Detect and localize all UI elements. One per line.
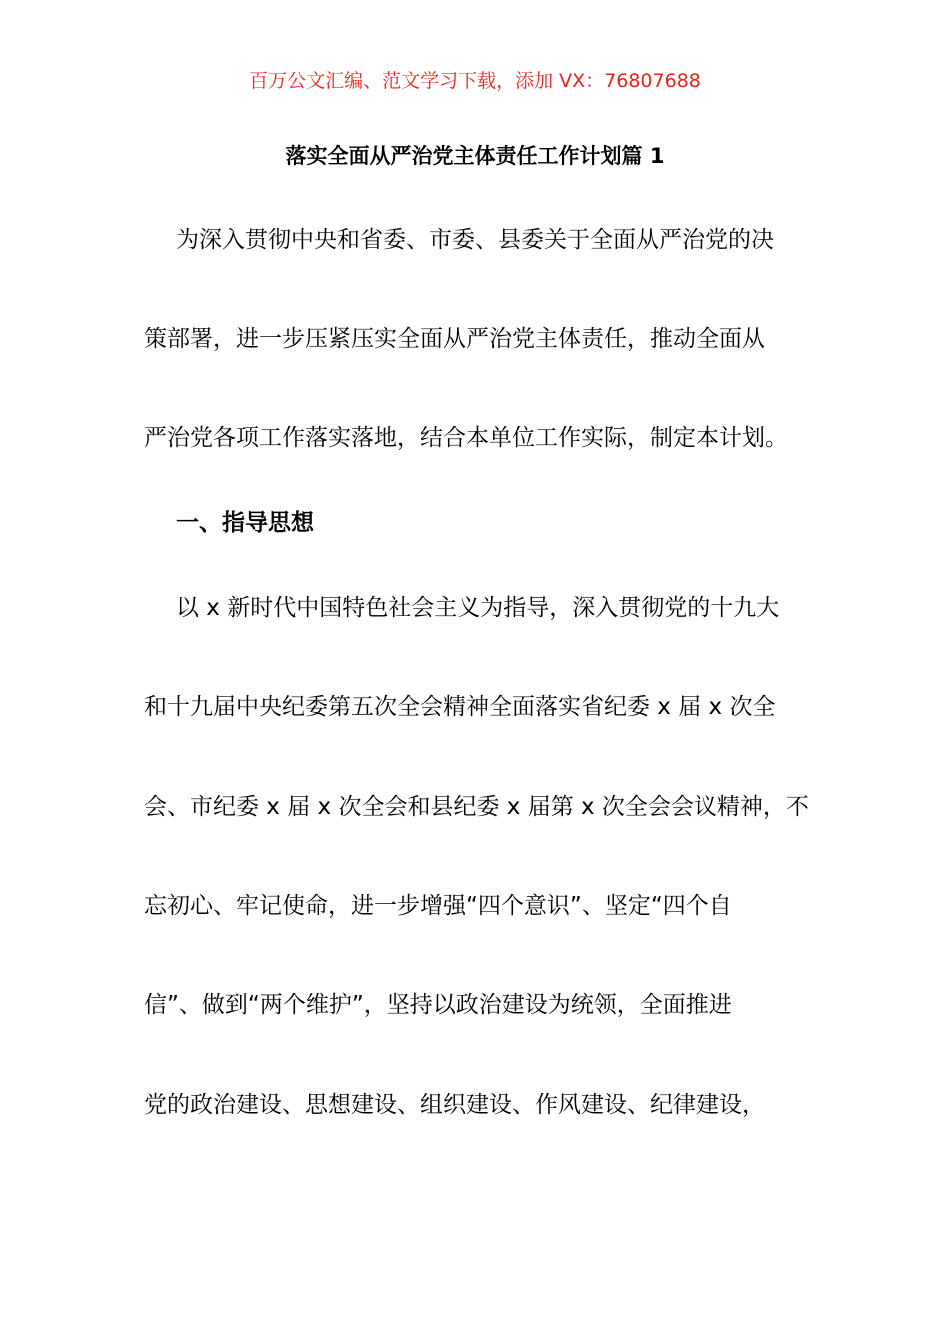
document-title: 落实全面从严治党主体责任工作计划篇 1 bbox=[285, 144, 665, 168]
section-heading-guiding-ideology: 一、指导思想 bbox=[176, 510, 314, 536]
paragraph-line: 严治党各项工作落实落地，结合本单位工作实际，制定本计划。 bbox=[144, 425, 788, 451]
paragraph-line: 策部署，进一步压紧压实全面从严治党主体责任，推动全面从 bbox=[144, 326, 765, 352]
header-banner: 百万公文汇编、范文学习下载，添加 VX：76807688 bbox=[249, 70, 701, 92]
paragraph-line: 以 x 新时代中国特色社会主义为指导，深入贯彻党的十九大 bbox=[176, 595, 780, 621]
paragraph-line: 党的政治建设、思想建设、组织建设、作风建设、纪律建设， bbox=[144, 1092, 765, 1118]
paragraph-line: 信”、做到“两个维护”，坚持以政治建设为统领，全面推进 bbox=[144, 992, 732, 1018]
paragraph-line: 和十九届中央纪委第五次全会精神全面落实省纪委 x 届 x 次全 bbox=[144, 694, 776, 720]
paragraph-line: 为深入贯彻中央和省委、市委、县委关于全面从严治党的决 bbox=[176, 227, 774, 253]
paragraph-line: 会、市纪委 x 届 x 次全会和县纪委 x 届第 x 次全会会议精神，不 bbox=[144, 794, 809, 820]
paragraph-line: 忘初心、牢记使命，进一步增强“四个意识”、坚定“四个自 bbox=[144, 893, 732, 919]
